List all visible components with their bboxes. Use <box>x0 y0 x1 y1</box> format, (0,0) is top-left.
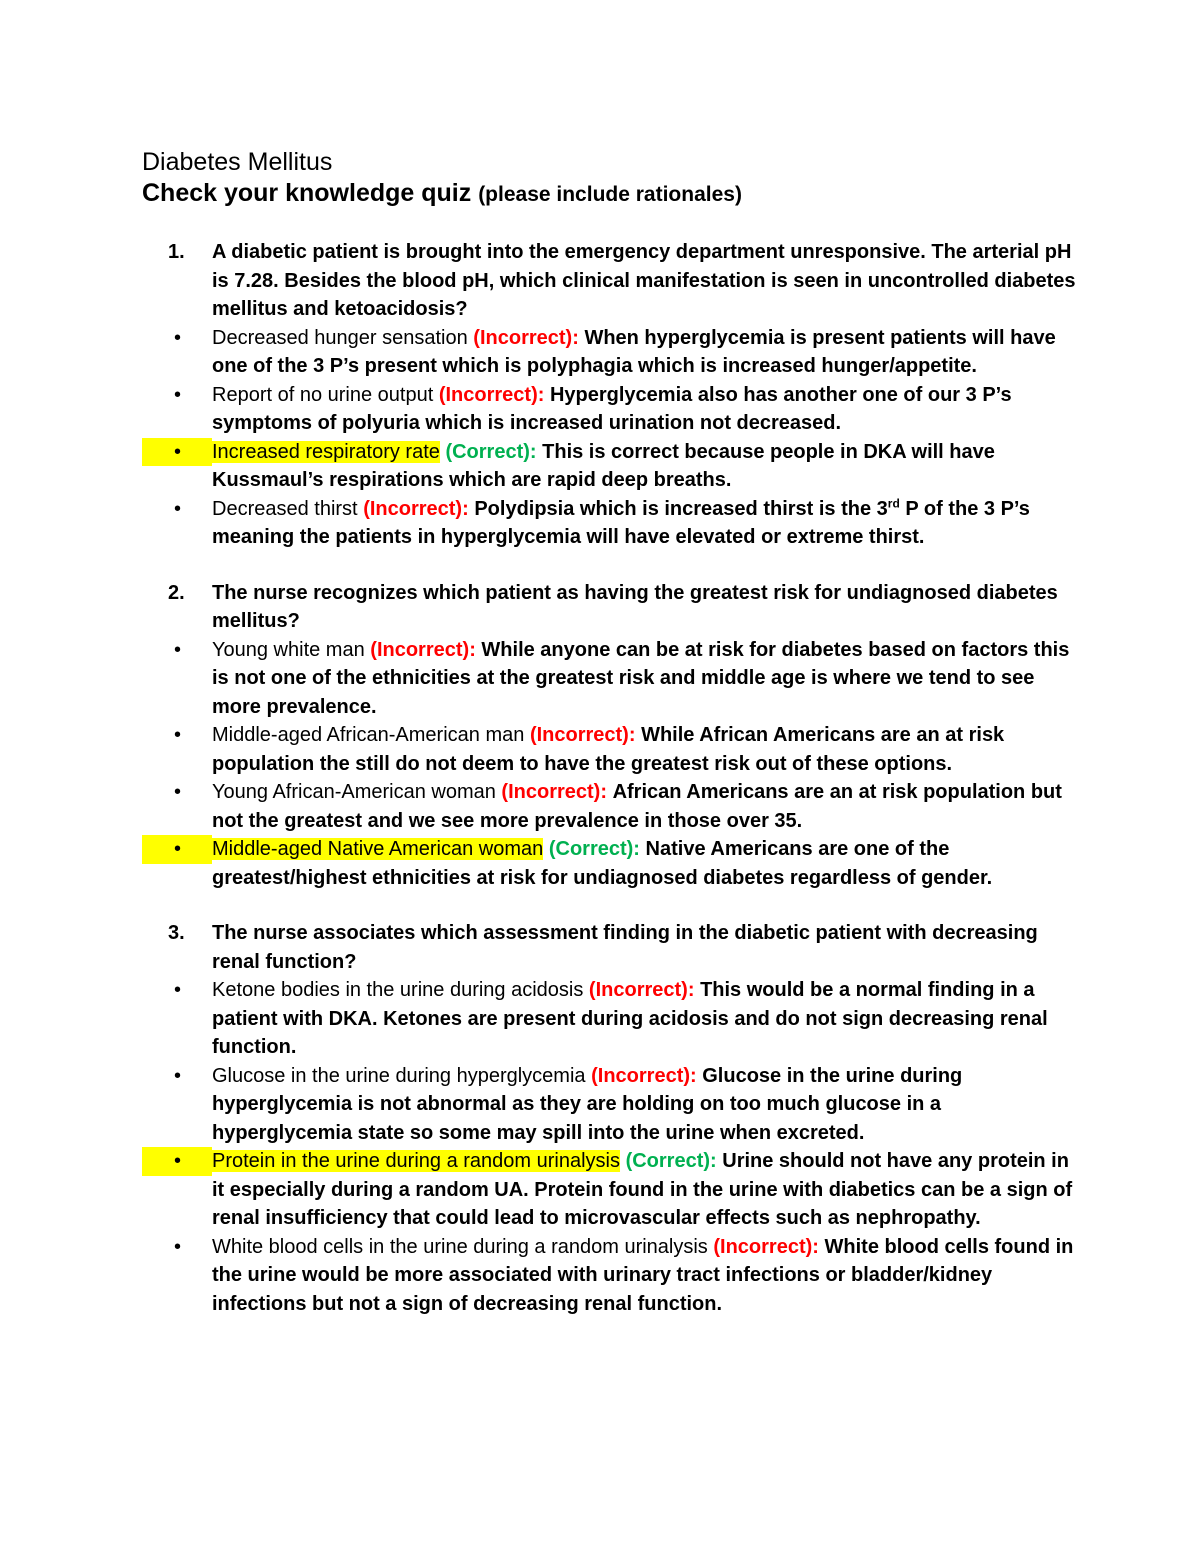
document-subtitle <box>142 178 1082 210</box>
answer-option <box>142 495 1082 552</box>
rationale-text: When hyperglycemia is present patients will have one of the 3 P’s present which is polyphagia which is increased hunger/appetite. <box>212 326 1056 377</box>
answer-choice: Decreased hunger sensation <box>212 326 468 349</box>
incorrect-label: (Incorrect): <box>591 1064 697 1087</box>
answer-option <box>142 1233 1082 1319</box>
answer-option <box>142 976 1082 1062</box>
bullet-icon: • <box>174 724 182 746</box>
answer-choice: Middle-aged African-American man <box>212 724 525 746</box>
incorrect-label: (Incorrect): <box>713 1235 819 1258</box>
rationale-text: Hyperglycemia also has another one of our 3 P’s symptoms of polyuria which is increased urination not decreased. <box>212 383 1012 434</box>
answer-option <box>142 721 1082 778</box>
bullet-icon: • <box>142 835 212 864</box>
question-number: 2. <box>168 581 185 604</box>
correct-label: (Correct): <box>625 1150 717 1172</box>
bullet-icon: • <box>174 497 182 520</box>
answer-choice: Ketone bodies in the urine during acidosis <box>212 979 584 1001</box>
answer-choice-highlighted: Increased respiratory rate <box>212 440 440 463</box>
bullet-icon: • <box>174 383 182 406</box>
question-text: A diabetic patient is brought into the emergency department unresponsive. The arterial pH is 7.28. Besides the blood pH, which clinical manifestation is seen in uncontrolled diabetes mellitus and ketoacidosis? <box>212 241 1076 320</box>
question-text: The nurse recognizes which patient as having the greatest risk for undiagnosed diabetes mellitus? <box>212 581 1058 632</box>
answer-option-correct <box>142 835 1082 892</box>
rationale-part: Polydipsia which is increased thirst is the 3 <box>474 497 888 520</box>
question-number: 3. <box>168 922 185 944</box>
answer-choice-highlighted: Middle-aged Native American woman <box>212 838 544 860</box>
question-stem <box>142 919 1082 976</box>
bullet-icon: • <box>142 438 212 467</box>
bullet-icon: • <box>174 781 182 803</box>
subtitle-text: Check your knowledge quiz <box>142 179 472 207</box>
answer-option-correct <box>142 1147 1082 1233</box>
answer-option <box>142 636 1082 722</box>
incorrect-label: (Incorrect): <box>588 979 695 1001</box>
question-number: 1. <box>168 241 185 263</box>
answer-option-correct <box>142 438 1082 495</box>
bullet-icon: • <box>174 326 182 349</box>
rationale-text: Urine should not have any protein in it especially during a random UA. Protein found in the urine with diabetics can be a sign of renal insufficiency that could lead to microvascular effects such as nephropathy. <box>212 1150 1073 1229</box>
bullet-icon: • <box>174 638 182 661</box>
answer-choice: Young African-American woman <box>212 781 496 803</box>
question-stem <box>142 238 1082 324</box>
correct-label: (Correct): <box>445 440 537 463</box>
question-3 <box>142 919 1082 1318</box>
rationale-text: This would be a normal finding in a patient with DKA. Ketones are present during acidosis and do not sign decreasing renal function. <box>212 979 1048 1058</box>
bullet-icon: • <box>174 1235 182 1258</box>
question-2 <box>142 579 1082 893</box>
ordinal-superscript: rd <box>887 495 900 510</box>
rationale-text: This is correct because people in DKA will have Kussmaul’s respirations which are rapid deep breaths. <box>212 440 995 491</box>
question-1 <box>142 238 1082 552</box>
answer-choice: Glucose in the urine during hyperglycemia <box>212 1064 586 1087</box>
answer-choice: Young white man <box>212 638 365 661</box>
answer-option <box>142 381 1082 438</box>
rationale-text: Glucose in the urine during hyperglycemia is not abnormal as they are holding on too much glucose in a hyperglycemia state so some may spill into the urine when excreted. <box>212 1064 963 1144</box>
document-title: Diabetes Mellitus <box>142 148 333 176</box>
bullet-icon: • <box>174 1064 182 1087</box>
incorrect-label: (Incorrect): <box>529 724 636 746</box>
incorrect-label: (Incorrect): <box>363 497 469 520</box>
incorrect-label: (Incorrect): <box>370 638 476 661</box>
answer-option <box>142 778 1082 835</box>
rationale-text: While African Americans are an at risk population the still do not deem to have the greatest risk out of these options. <box>212 724 1005 775</box>
question-stem <box>142 579 1082 636</box>
answer-choice: White blood cells in the urine during a random urinalysis <box>212 1235 708 1258</box>
rationale-text: White blood cells found in the urine would be more associated with urinary tract infections or bladder/kidney infections but not a sign of decreasing renal function. <box>212 1235 1074 1315</box>
incorrect-label: (Incorrect): <box>501 781 607 803</box>
document-page <box>142 148 1082 1345</box>
correct-label: (Correct): <box>548 838 640 860</box>
question-text: The nurse associates which assessment finding in the diabetic patient with decreasing renal function? <box>212 922 1038 973</box>
rationale-text: Native Americans are one of the greatest/highest ethnicities at risk for undiagnosed diabetes regardless of gender. <box>212 838 993 889</box>
rationale-text: While anyone can be at risk for diabetes based on factors this is not one of the ethnicities at the greatest risk and middle age is where we tend to see more prevalence. <box>212 638 1070 718</box>
answer-choice-highlighted: Protein in the urine during a random urinalysis <box>212 1150 620 1172</box>
answer-option <box>142 1062 1082 1148</box>
answer-option <box>142 324 1082 381</box>
subtitle-note: (please include rationales) <box>478 183 742 206</box>
answer-choice: Report of no urine output <box>212 383 434 406</box>
bullet-icon: • <box>142 1147 212 1176</box>
rationale-part: P of the 3 P’s meaning the patients in hyperglycemia will have elevated or extreme thirst. <box>212 497 1030 548</box>
incorrect-label: (Incorrect): <box>438 383 545 406</box>
rationale-text: African Americans are an at risk population but not the greatest and we see more prevalence in those over 35. <box>212 781 1062 832</box>
incorrect-label: (Incorrect): <box>473 326 579 349</box>
bullet-icon: • <box>174 979 182 1001</box>
answer-choice: Decreased thirst <box>212 497 358 520</box>
